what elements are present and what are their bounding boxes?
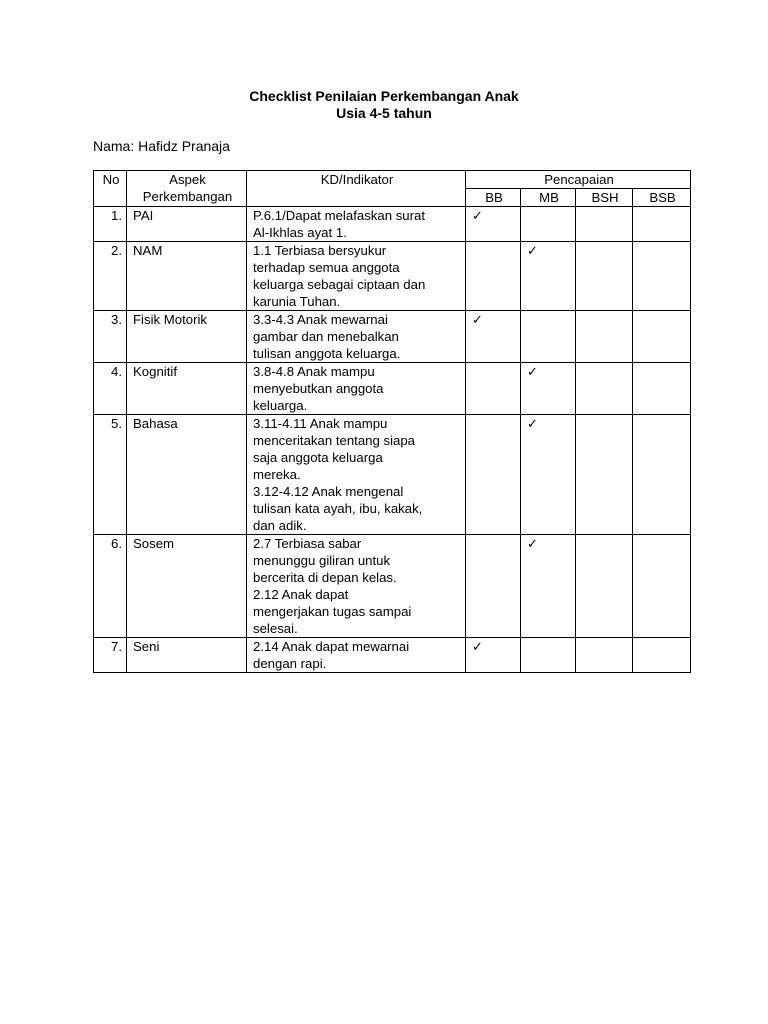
row-cell-bb — [466, 535, 521, 638]
kd-line: Al-Ikhlas ayat 1. — [253, 225, 347, 240]
row-aspek: Seni — [127, 638, 247, 673]
row-number: 7. — [94, 638, 127, 673]
table-row — [94, 638, 691, 673]
table-row — [94, 363, 691, 415]
row-cell-mb — [521, 638, 576, 673]
table-row — [94, 311, 691, 363]
header-no: No — [94, 171, 127, 207]
row-cell-mb — [521, 207, 576, 242]
kd-line: 2.7 Terbiasa sabar — [253, 536, 362, 551]
kd-line: P.6.1/Dapat melafaskan surat — [253, 208, 426, 223]
row-kd-indikator — [247, 311, 466, 363]
kd-line: terhadap semua anggota — [253, 260, 400, 275]
table-row — [94, 415, 691, 535]
kd-line: 3.12-4.12 Anak mengenal — [253, 484, 404, 499]
row-cell-mb — [521, 363, 576, 415]
row-cell-mb — [521, 242, 576, 311]
kd-line: keluarga sebagai ciptaan dan — [253, 277, 426, 292]
kd-line: 3.8-4.8 Anak mampu — [253, 364, 375, 379]
row-cell-mb — [521, 415, 576, 535]
row-kd-indikator — [247, 207, 466, 242]
checklist-table — [93, 170, 691, 673]
table-row — [94, 207, 691, 242]
row-kd-indikator — [247, 638, 466, 673]
kd-line: keluarga. — [253, 398, 308, 413]
row-number: 2. — [94, 242, 127, 311]
kd-line: bercerita di depan kelas. — [253, 570, 397, 585]
table-row — [94, 535, 691, 638]
row-number: 1. — [94, 207, 127, 242]
checkmark-icon: ✓ — [472, 640, 483, 655]
row-cell-bsb — [633, 535, 691, 638]
row-cell-bsb — [633, 415, 691, 535]
row-cell-bb — [466, 207, 521, 242]
row-cell-bsb — [633, 311, 691, 363]
header-pencapaian: Pencapaian — [466, 171, 691, 189]
header-kd: KD/Indikator — [247, 171, 466, 207]
kd-line: mereka. — [253, 467, 301, 482]
table-row — [94, 242, 691, 311]
row-cell-bsh — [576, 207, 633, 242]
kd-line: dan adik. — [253, 518, 307, 533]
header-aspek — [127, 171, 247, 207]
row-cell-mb — [521, 535, 576, 638]
kd-line: gambar dan menebalkan — [253, 329, 399, 344]
kd-line: menceritakan tentang siapa — [253, 433, 416, 448]
row-cell-bsb — [633, 363, 691, 415]
checkmark-icon: ✓ — [472, 209, 483, 224]
row-aspek: NAM — [127, 242, 247, 311]
row-cell-bb — [466, 638, 521, 673]
row-cell-bb — [466, 311, 521, 363]
row-cell-bb — [466, 242, 521, 311]
header-bsb: BSB — [633, 189, 691, 207]
checkmark-icon: ✓ — [527, 365, 538, 380]
row-kd-indikator — [247, 535, 466, 638]
kd-line: dengan rapi. — [253, 656, 327, 671]
header-mb: MB — [521, 189, 576, 207]
row-cell-bsh — [576, 638, 633, 673]
row-cell-bsb — [633, 207, 691, 242]
row-cell-mb — [521, 311, 576, 363]
row-cell-bsh — [576, 363, 633, 415]
row-aspek: Bahasa — [127, 415, 247, 535]
kd-line: 2.14 Anak dapat mewarnai — [253, 639, 410, 654]
checkmark-icon: ✓ — [527, 417, 538, 432]
row-cell-bsh — [576, 242, 633, 311]
header-bsh: BSH — [576, 189, 633, 207]
header-bb: BB — [466, 189, 521, 207]
checkmark-icon: ✓ — [527, 537, 538, 552]
kd-line: menunggu giliran untuk — [253, 553, 391, 568]
kd-line: 3.3-4.3 Anak mewarnai — [253, 312, 388, 327]
checkmark-icon: ✓ — [472, 313, 483, 328]
title-line-2: Usia 4-5 tahun — [336, 105, 432, 121]
document-title — [0, 88, 768, 122]
row-cell-bsb — [633, 638, 691, 673]
header-row-1 — [94, 171, 691, 189]
row-number: 5. — [94, 415, 127, 535]
kd-line: saja anggota keluarga — [253, 450, 383, 465]
row-cell-bsh — [576, 535, 633, 638]
kd-line: tulisan anggota keluarga. — [253, 346, 401, 361]
header-aspek-line-1: Aspek — [169, 172, 206, 187]
student-name: Nama: Hafidz Pranaja — [93, 138, 230, 154]
row-cell-bsh — [576, 311, 633, 363]
kd-line: 1.1 Terbiasa bersyukur — [253, 243, 387, 258]
row-kd-indikator — [247, 242, 466, 311]
row-aspek: PAI — [127, 207, 247, 242]
row-kd-indikator — [247, 363, 466, 415]
kd-line: 2.12 Anak dapat — [253, 587, 349, 602]
row-number: 3. — [94, 311, 127, 363]
kd-line: menyebutkan anggota — [253, 381, 384, 396]
kd-line: karunia Tuhan. — [253, 294, 341, 309]
row-cell-bsb — [633, 242, 691, 311]
row-kd-indikator — [247, 415, 466, 535]
kd-line: tulisan kata ayah, ibu, kakak, — [253, 501, 423, 516]
row-aspek: Sosem — [127, 535, 247, 638]
title-line-1: Checklist Penilaian Perkembangan Anak — [249, 88, 519, 104]
row-cell-bb — [466, 363, 521, 415]
checkmark-icon: ✓ — [527, 244, 538, 259]
row-cell-bsh — [576, 415, 633, 535]
row-aspek: Fisik Motorik — [127, 311, 247, 363]
row-number: 6. — [94, 535, 127, 638]
kd-line: selesai. — [253, 621, 298, 636]
row-number: 4. — [94, 363, 127, 415]
kd-line: mengerjakan tugas sampai — [253, 604, 412, 619]
row-cell-bb — [466, 415, 521, 535]
kd-line: 3.11-4.11 Anak mampu — [253, 416, 388, 431]
row-aspek: Kognitif — [127, 363, 247, 415]
header-aspek-line-2: Perkembangan — [142, 189, 233, 204]
